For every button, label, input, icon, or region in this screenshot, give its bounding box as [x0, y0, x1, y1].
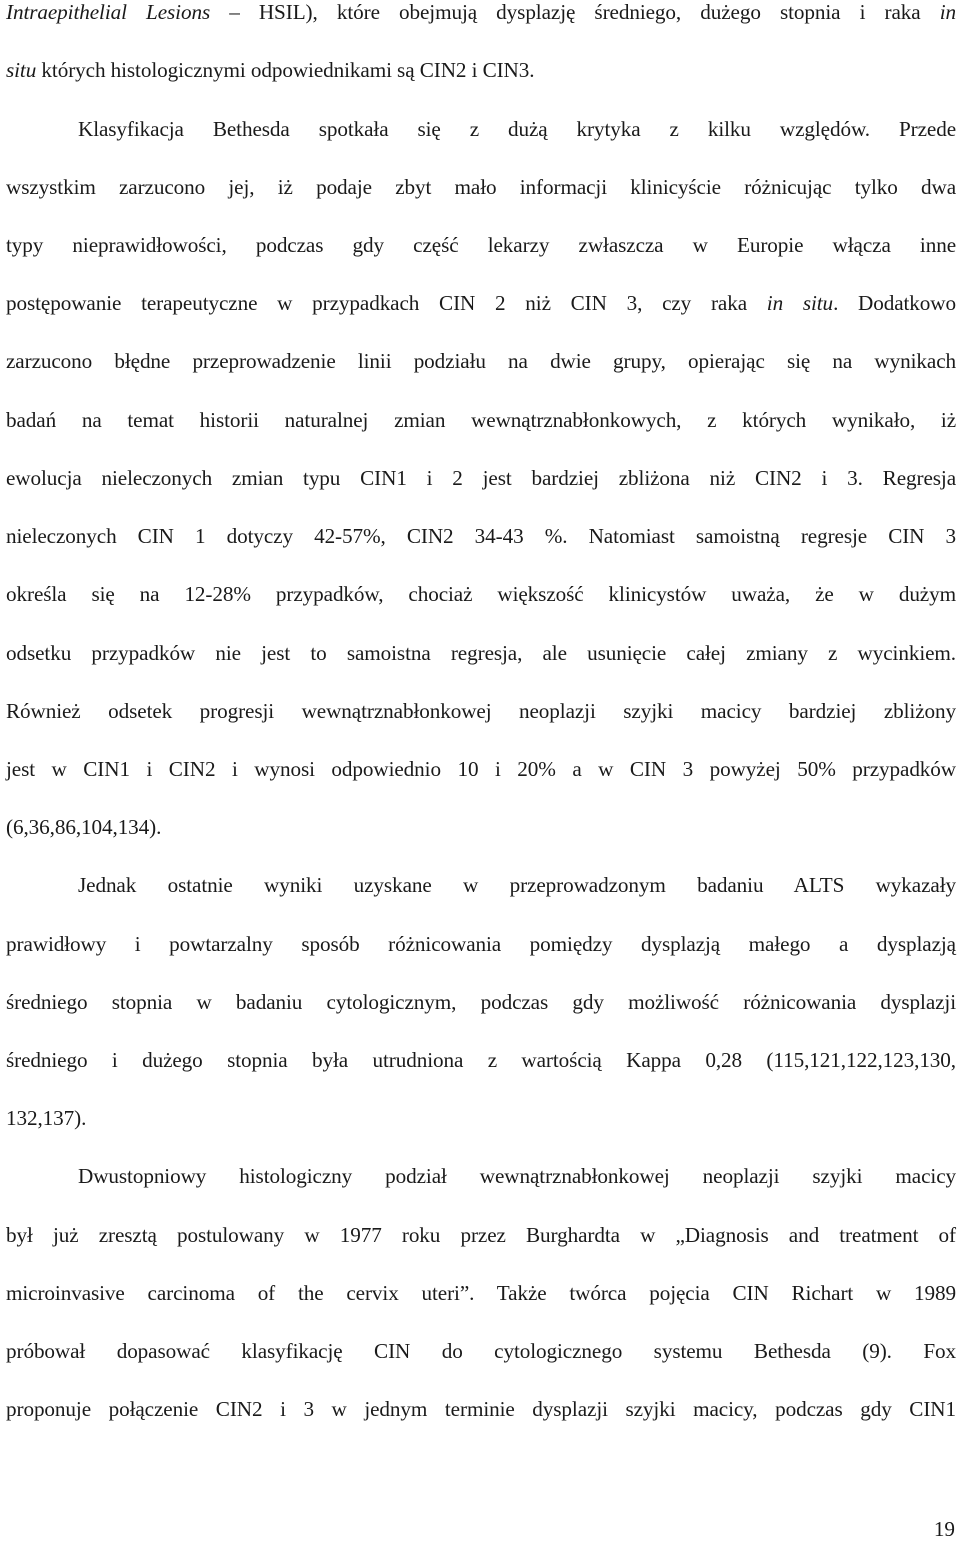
- text-span: odsetku przypadków nie jest to samoistna regresja, ale usunięcie całej zmiany z wycinkiem.: [6, 641, 956, 665]
- text-span: badań na temat historii naturalnej zmian wewnątrznabłonkowych, z których wynikało, iż: [6, 408, 956, 432]
- text-span: jest w CIN1 i CIN2 i wynosi odpowiednio 10 i 20% a w CIN 3 powyżej 50% przypadków: [6, 757, 956, 781]
- text-line: [6, 466, 956, 490]
- text-span: proponuje połączenie CIN2 i 3 w jednym terminie dysplazji szyjki macicy, podczas gdy CIN1: [6, 1397, 956, 1421]
- text-span: ewolucja nieleczonych zmian typu CIN1 i 2 jest bardziej zbliżona niż CIN2 i 3. Regresja: [6, 466, 956, 490]
- text-span: których histologicznymi odpowiednikami są CIN2 i CIN3.: [36, 58, 535, 82]
- text-span: microinvasive carcinoma of the cervix uteri”. Także twórca pojęcia CIN Richart w 1989: [6, 1281, 956, 1305]
- text-span: Dwustopniowy histologiczny podział wewnątrznabłonkowej neoplazji szyjki macicy: [78, 1164, 956, 1188]
- text-line: [6, 815, 161, 839]
- text-line: [6, 1281, 956, 1305]
- text-span: prawidłowy i powtarzalny sposób różnicowania pomiędzy dysplazją małego a dysplazją: [6, 932, 956, 956]
- text-line: [6, 990, 956, 1014]
- text-span: nieleczonych CIN 1 dotyczy 42-57%, CIN2 34-43 %. Natomiast samoistną regresje CIN 3: [6, 524, 956, 548]
- text-span: średniego stopnia w badaniu cytologicznym, podczas gdy możliwość różnicowania dysplazji: [6, 990, 956, 1014]
- text-line: [6, 699, 956, 723]
- text-span: Klasyfikacja Bethesda spotkała się z dużą krytyka z kilku względów. Przede: [78, 117, 956, 141]
- text-span: średniego i dużego stopnia była utrudniona z wartością Kappa 0,28 (115,121,122,123,130,: [6, 1048, 956, 1072]
- text-line: [6, 1048, 956, 1072]
- text-span: . Dodatkowo: [833, 291, 956, 315]
- italic-text: Intraepithelial Lesions: [6, 0, 211, 24]
- text-line: [78, 1164, 956, 1188]
- text-line: [6, 233, 956, 257]
- text-line: [6, 757, 956, 781]
- text-span: był już zresztą postulowany w 1977 roku przez Burghardta w „Diagnosis and treatment of: [6, 1223, 956, 1247]
- text-span: typy nieprawidłowości, podczas gdy część lekarzy zwłaszcza w Europie włącza inne: [6, 233, 956, 257]
- text-span: (6,36,86,104,134).: [6, 815, 162, 839]
- text-line: [6, 1106, 86, 1130]
- text-span: postępowanie terapeutyczne w przypadkach CIN 2 niż CIN 3, czy raka: [6, 291, 767, 315]
- text-line: [6, 1397, 956, 1421]
- italic-text: in situ: [766, 291, 834, 315]
- text-span: próbował dopasować klasyfikację CIN do cytologicznego systemu Bethesda (9). Fox: [6, 1339, 956, 1363]
- text-span: zarzucono błędne przeprowadzenie linii podziału na dwie grupy, opierając się na wynikach: [6, 349, 956, 373]
- text-line: [6, 1223, 956, 1247]
- text-line: [6, 524, 956, 548]
- text-line: [6, 1339, 956, 1363]
- text-line: [6, 932, 956, 956]
- text-line: [6, 349, 956, 373]
- text-line: [6, 0, 956, 24]
- text-line: [6, 291, 956, 315]
- page-number: 19: [933, 1517, 955, 1541]
- text-span: określa się na 12-28% przypadków, chociaż większość klinicystów uważa, że w dużym: [6, 582, 956, 606]
- text-line: [78, 873, 956, 897]
- text-line: [6, 58, 534, 82]
- text-line: [78, 117, 956, 141]
- text-span: wszystkim zarzucono jej, iż podaje zbyt mało informacji klinicyście różnicując tylko dwa: [6, 175, 956, 199]
- italic-text: in: [939, 0, 956, 24]
- text-line: [6, 175, 956, 199]
- italic-text: situ: [6, 58, 37, 82]
- text-line: [6, 641, 956, 665]
- text-span: Jednak ostatnie wyniki uzyskane w przeprowadzonym badaniu ALTS wykazały: [78, 873, 956, 897]
- text-line: [6, 408, 956, 432]
- text-line: [6, 582, 956, 606]
- text-span: 132,137).: [6, 1106, 87, 1130]
- text-span: Również odsetek progresji wewnątrznabłonkowej neoplazji szyjki macicy bardziej zbliżony: [6, 699, 956, 723]
- text-span: – HSIL), które obejmują dysplazję średniego, dużego stopnia i raka: [210, 0, 940, 24]
